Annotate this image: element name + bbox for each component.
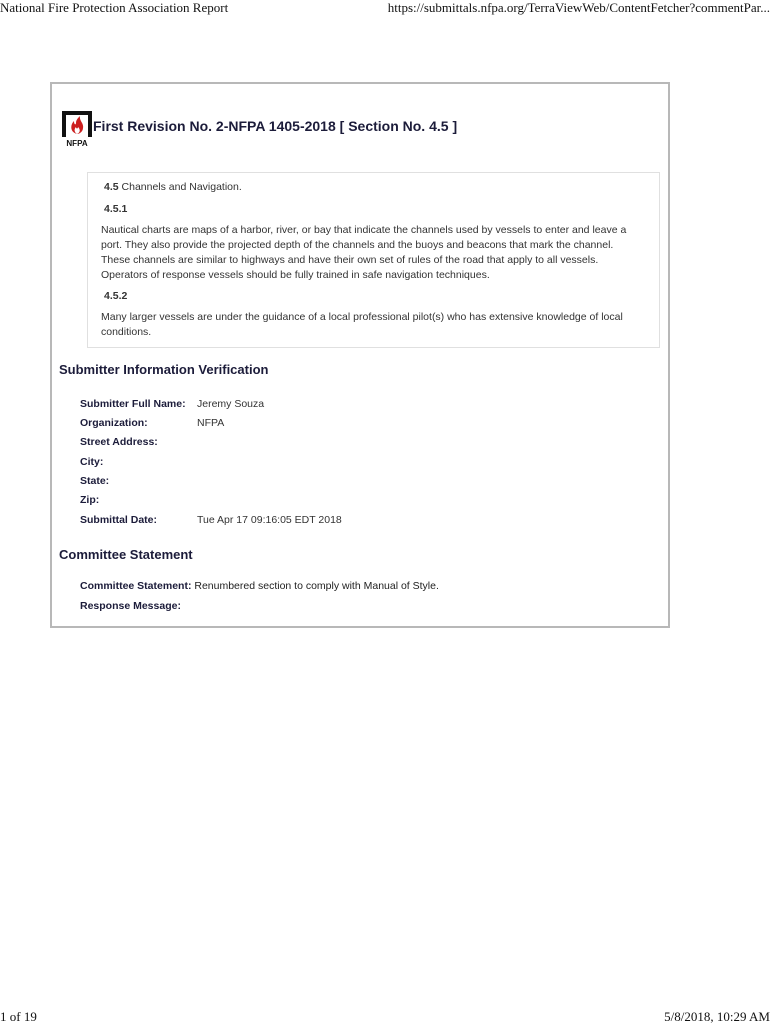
committee-statement-label: Committee Statement: (80, 580, 192, 592)
submitter-field-date (80, 514, 342, 526)
section-number: 4.5 (104, 181, 119, 193)
section-title: Channels and Navigation. (121, 181, 242, 193)
subsection-2-text: Many larger vessels are under the guidance of a local professional pilot(s) who has extensive knowledge of local conditions. (101, 311, 623, 338)
field-label: Street Address: (80, 436, 158, 448)
field-label: Submittal Date: (80, 514, 158, 526)
submitter-field-state (80, 475, 109, 487)
field-value: Tue Apr 17 09:16:05 EDT 2018 (197, 514, 342, 526)
field-value: Jeremy Souza (197, 398, 265, 410)
submitter-heading: Submitter Information Verification (59, 362, 269, 377)
field-label: Submitter Full Name: (80, 398, 186, 410)
field-label: State: (80, 475, 110, 487)
print-header-title: National Fire Protection Association Report (0, 0, 229, 15)
print-header-url: https://submittals.nfpa.org/TerraViewWeb/ContentFetcher?commentPar... (387, 0, 770, 15)
field-label: Organization: (80, 417, 148, 429)
committee-heading: Committee Statement (59, 547, 193, 562)
committee-statement (80, 580, 439, 592)
print-footer (0, 1009, 770, 1025)
subsection-1-number: 4.5.1 (104, 203, 128, 215)
nfpa-logo-text: NFPA (66, 139, 88, 148)
print-header (0, 0, 770, 16)
page-count: 1 of 19 (0, 1009, 37, 1024)
submitter-field-street (80, 436, 158, 448)
revision-content (87, 172, 660, 348)
committee-statement-value: Renumbered section to comply with Manual of Style. (194, 580, 439, 592)
field-label: City: (80, 456, 104, 468)
response-message-label: Response Message: (80, 600, 181, 612)
field-label: Zip: (80, 494, 100, 506)
nfpa-logo-icon (60, 110, 94, 148)
field-value: NFPA (197, 417, 225, 429)
submitter-field-organization (80, 417, 225, 429)
subsection-2-number: 4.5.2 (104, 290, 128, 302)
section-heading (104, 181, 242, 193)
submitter-field-zip (80, 494, 99, 506)
submitter-field-city (80, 456, 103, 468)
print-timestamp: 5/8/2018, 10:29 AM (664, 1009, 770, 1024)
revision-card (50, 82, 670, 628)
submitter-field-name (80, 398, 265, 410)
subsection-1-text: Nautical charts are maps of a harbor, river, or bay that indicate the channels used by vessels to enter and leave a port. They also provide the projected depth of the channels and the buoys and beacons that mark the channel. These channels are similar to highways and have their own set of rules of the road that apply to all vessels. Operators of response vessels should be fully trained in safe navigation techniques. (101, 224, 627, 281)
revision-title: First Revision No. 2-NFPA 1405-2018 [ Section No. 4.5 ] (93, 118, 458, 134)
response-message (80, 600, 181, 612)
